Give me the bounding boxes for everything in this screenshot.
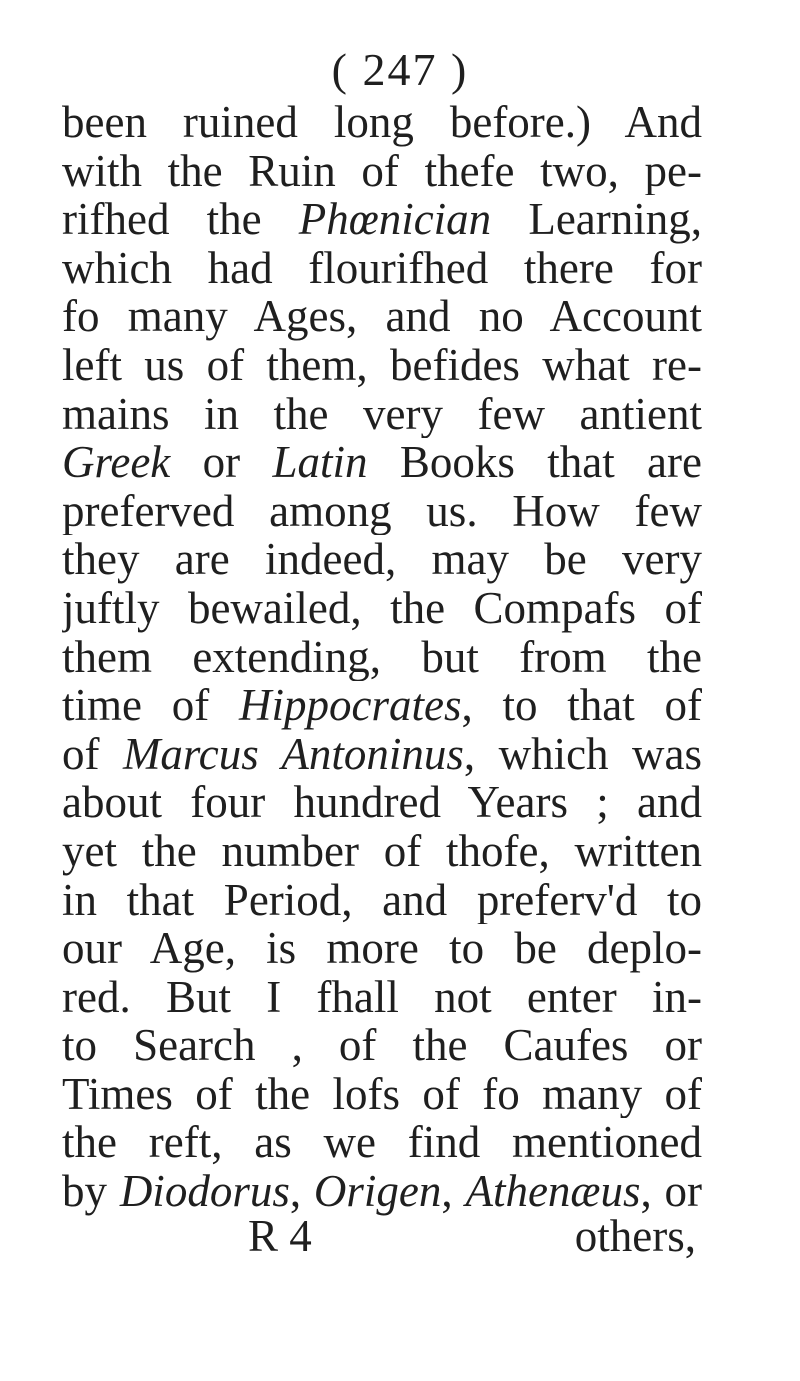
catchword: others,: [574, 1211, 696, 1261]
text-line-20: to Search , of the Caufes or: [62, 1021, 702, 1070]
text-line-18: our Age, is more to be deplo-: [62, 924, 702, 973]
text-line-22: the reft, as we find mentioned: [62, 1118, 702, 1168]
text-line-16: yet the number of thofe, written: [62, 826, 702, 876]
text-line-8: Greek or Latin Books that are: [62, 438, 702, 487]
text-line-23: by Diodorus, Origen, Athenæus, or: [62, 1167, 702, 1216]
text-line-2: with the Ruin of thefe two, pe-: [62, 146, 702, 196]
text-line-10: they are indeed, may be very: [62, 535, 702, 584]
text-line-17: in that Period, and preferv'd to: [62, 875, 702, 925]
text-line-6: left us of them, befides what re-: [62, 340, 702, 390]
text-line-15: about four hundred Years ; and: [62, 778, 702, 827]
text-line-21: Times of the lofs of fo many of: [62, 1069, 702, 1119]
text-line-13: time of Hippocrates, to that of: [62, 681, 702, 730]
text-line-12: them extending, but from the: [62, 632, 702, 682]
text-line-9: preferved among us. How few: [62, 486, 702, 536]
text-line-4: which had flourifhed there for: [62, 243, 702, 293]
text-line-3: rifhed the Phœnician Learning,: [62, 195, 702, 244]
text-line-14: of Marcus Antoninus, which was: [62, 729, 702, 779]
page-footer: [62, 1212, 702, 1260]
text-line-7: mains in the very few antient: [62, 389, 702, 439]
text-line-1: been ruined long before.) And: [62, 98, 702, 147]
text-line-11: juftly bewailed, the Compafs of: [62, 583, 702, 633]
signature-mark: R 4: [248, 1211, 312, 1261]
text-line-5: fo many Ages, and no Account: [62, 292, 702, 341]
page-number: ( 247 ): [331, 44, 469, 95]
body-text: [62, 98, 702, 1216]
text-line-19: red. But I fhall not enter in-: [62, 972, 702, 1022]
